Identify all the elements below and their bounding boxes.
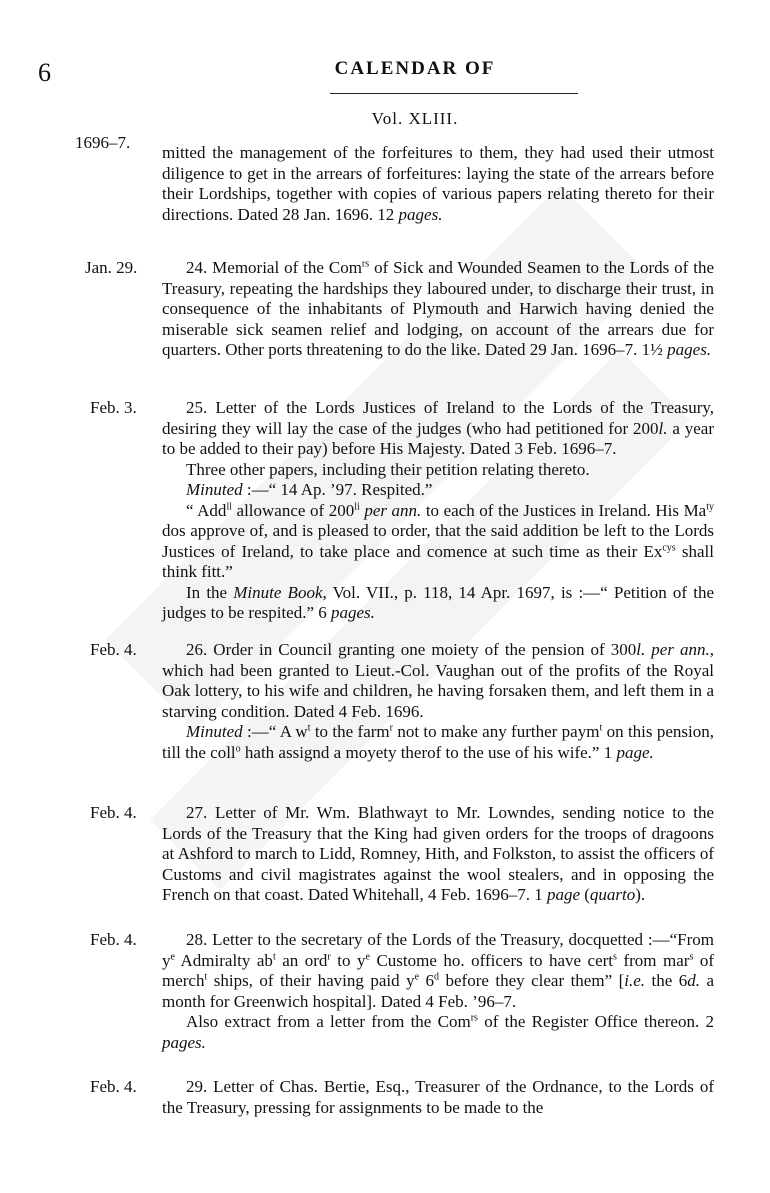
entry-note: Also extract from a letter from the Com$^{rs}$ of the Register Office thereon. 2 pages. [162, 1012, 714, 1052]
entry-text: 25. Letter of the Lords Justices of Ireland to the Lords of the Treasury, desiring they will lay the case of the judges (who had petitioned for 200l. a year to be added to their pay) before His Majesty. Dated 3 Feb. 1696–7. [162, 398, 714, 458]
entry-24 [162, 258, 714, 361]
entry-date: Jan. 29. [85, 258, 138, 277]
page-number: 6 [38, 58, 51, 87]
entry-28 [162, 930, 714, 1053]
entry-date: Feb. 4. [90, 930, 137, 949]
running-title: CALENDAR OF [334, 58, 496, 79]
entry-date: Feb. 4. [90, 640, 137, 659]
entry-date: Feb. 4. [90, 1077, 137, 1096]
entry-text: 28. Letter to the secretary of the Lords of the Treasury, docquetted :—“From $y^e$ Admiralty $ab^t$ an ord$^r$ to $y^e$ Custome ho. officers to have cert$^s$ from mar$^s$ of merch$^t$ ships, of their having paid $y^e$ 6$^d$ before they clear them” [i.e. the 6d. a month for Greenwich hospital]. Dated 4 Feb. ’96–7. [162, 930, 715, 1011]
entry-27 [162, 803, 714, 906]
entry-25 [162, 398, 714, 624]
entry-date: Feb. 4. [90, 803, 137, 822]
entry-text: 24. Memorial of the Com$^{rs}$ of Sick and Wounded Seamen to the Lords of the Treasury, repeating the hardships they laboured under, to discharge their trust, in consequence of the inhabitants of Plymouth and Harwich having denied the miserable sick seamen relief and lodging, on account of the arrears due for quarters. Other ports threatening to do the like. Dated 29 Jan. 1696–7. 1½ pages. [162, 258, 715, 359]
entry-quote: “ Add$^{ll}$ allowance of $200^{li}$ per ann. to each of the Justices in Ireland. His $Ma^{ty}$ dos approve of, and is pleased to order, that the said addition be left to the Lords Justices of Ireland, to take place and comence at such time as their $Ex^{cys}$ shall think fitt.” [162, 500, 715, 581]
entry-continued [162, 143, 714, 225]
entry-minute: Minuted :—“ A $w^t$ to the farm$^r$ not to make any further paym$^t$ on this pension, till the coll$^o$ hath assignd a moyety therof to the use of his wife.” 1 page. [162, 722, 715, 762]
entry-26 [162, 640, 714, 763]
entry-29 [162, 1077, 714, 1118]
volume-heading: Vol. XLIII. [371, 109, 459, 128]
entry-text: 27. Letter of Mr. Wm. Blathwayt to Mr. Lowndes, sending notice to the Lords of the Treasury that the King had given orders for the troops of dragoons at Ashford to march to Lidd, Romney, Hith, and Folkston, to assist the officers of Customs and civil magistrates against the wool stealers, and in opposing the French on that coast. Dated Whitehall, 4 Feb. 1696–7. 1 page (quarto). [162, 803, 714, 904]
header-rule [330, 93, 578, 94]
entry-date: 1696–7. [75, 133, 131, 152]
entry-date: Feb. 3. [90, 398, 137, 417]
entry-text: mitted the management of the forfeitures to them, they had used their utmost diligence to get in the arrears of forfeitures: laying the state of the arrears before their Lordships, together with copies of various papers relating thereto for their directions. Dated 28 Jan. 1696. 12 pages. [162, 143, 714, 224]
entry-text: 26. Order in Council granting one moiety of the pension of 300l. per ann., which had been granted to Lieut.-Col. Vaughan out of the profits of the Royal Oak lottery, to his wife and children, he having forsaken them, and left them in a starving condition. Dated 4 Feb. 1696. [162, 640, 714, 721]
entry-note: Three other papers, including their petition relating thereto. [186, 459, 590, 479]
entry-note: In the Minute Book, Vol. VII., p. 118, 14 Apr. 1697, is :—“ Petition of the judges to be respited.” 6 pages. [162, 582, 715, 622]
entry-text: 29. Letter of Chas. Bertie, Esq., Treasurer of the Ordnance, to the Lords of the Treasury, pressing for assignments to be made to the [162, 1077, 714, 1117]
entry-minute: Minuted :—“ 14 Ap. ’97. Respited.” [186, 480, 433, 499]
